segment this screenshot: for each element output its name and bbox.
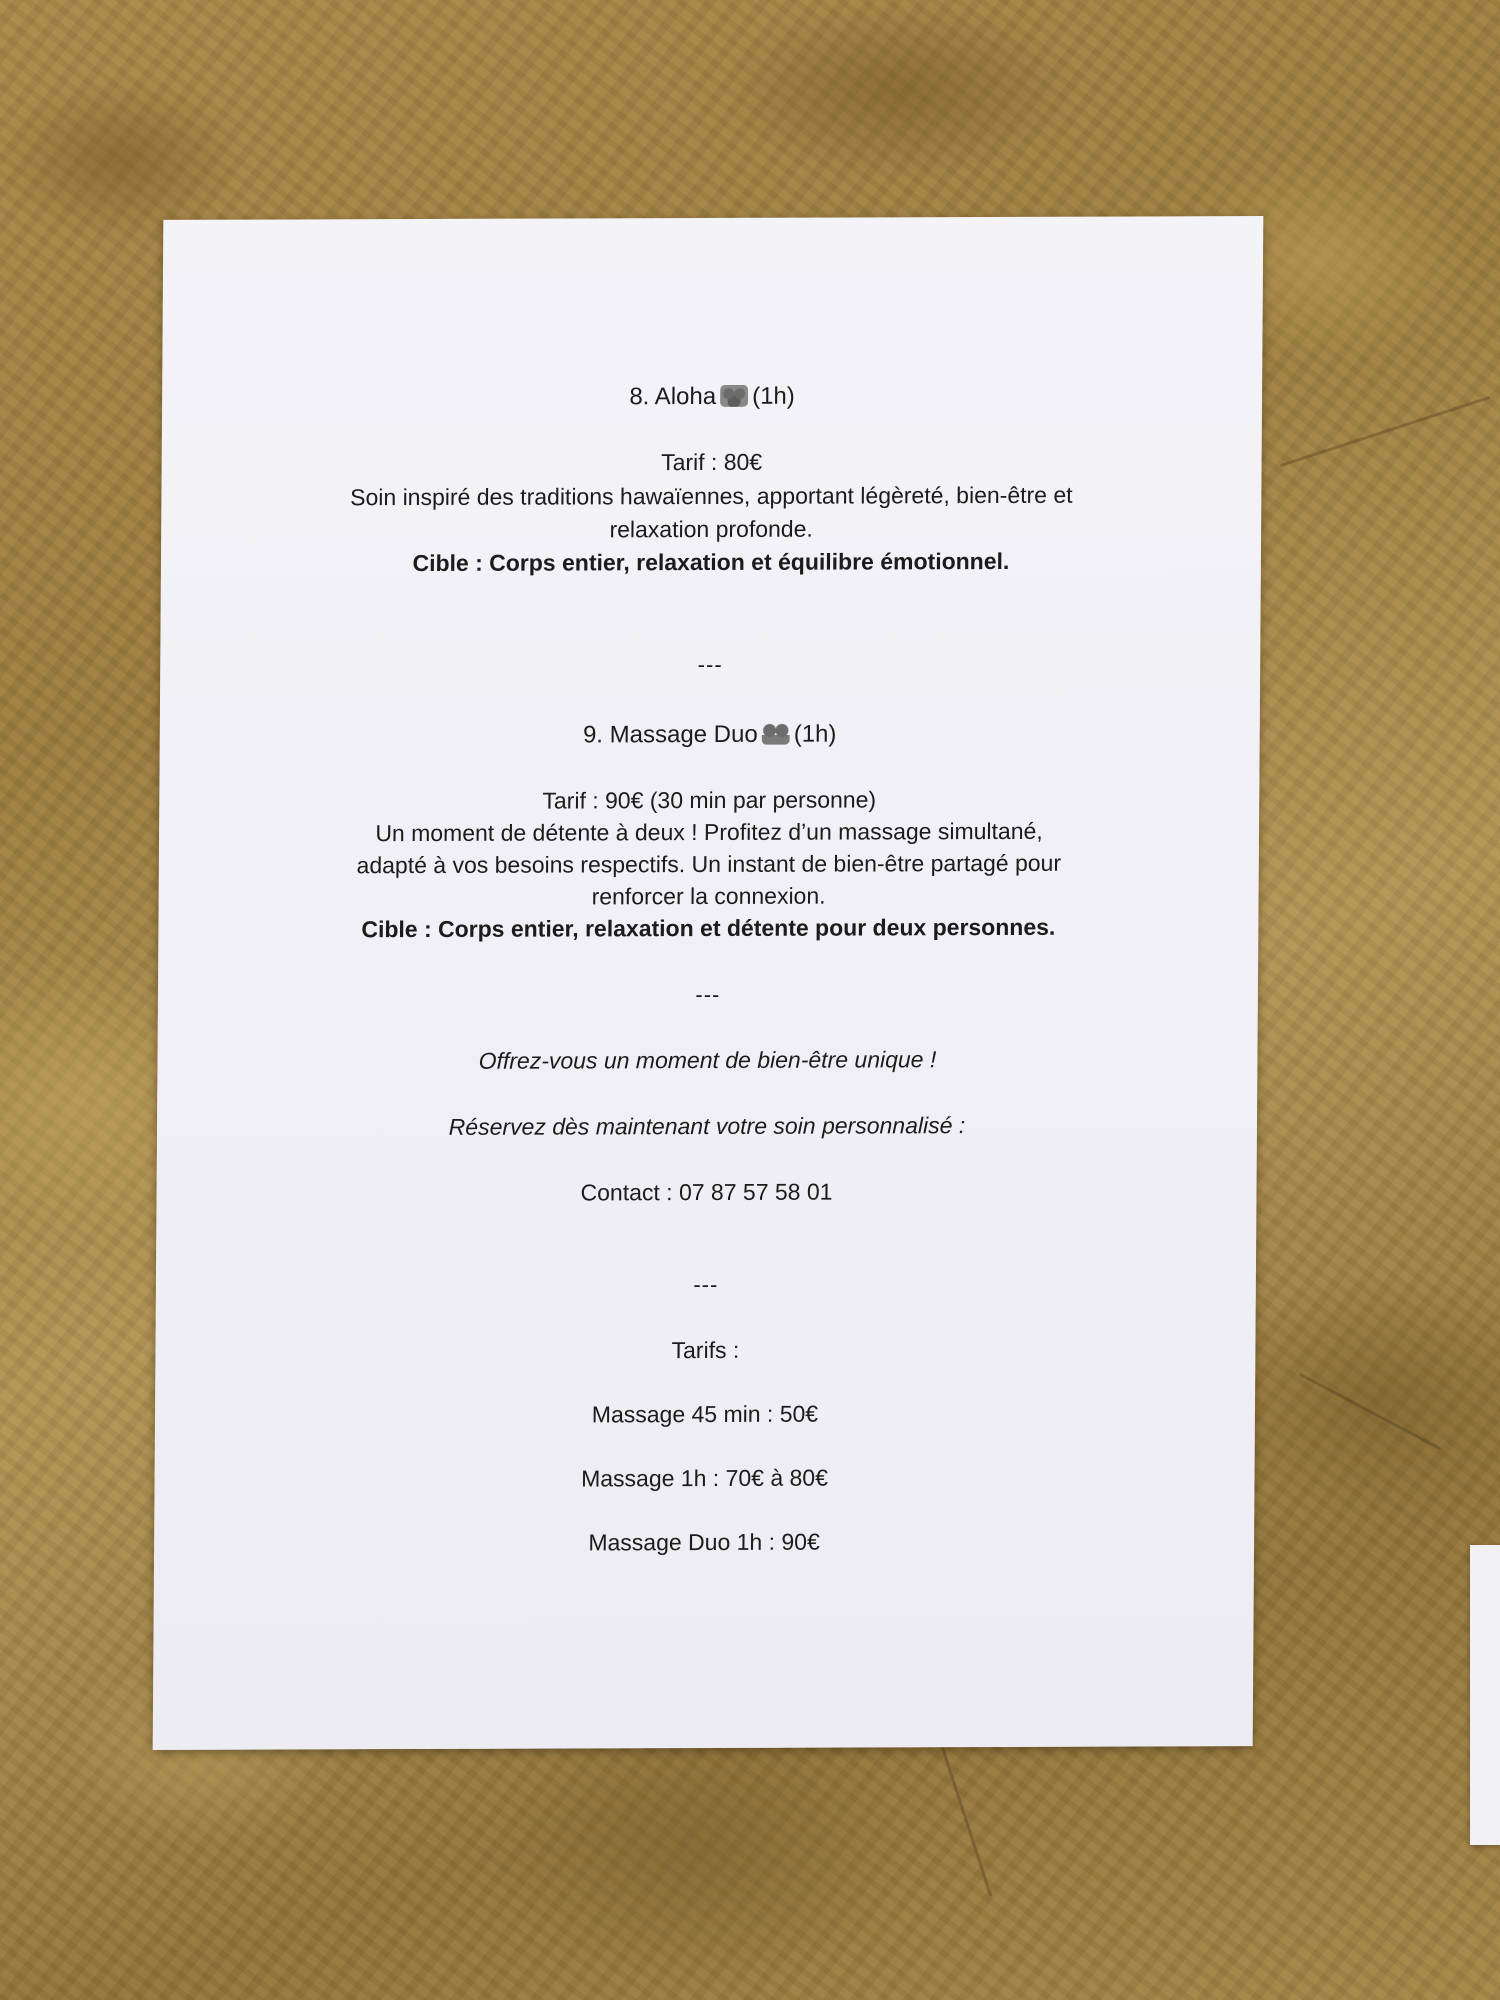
service-9-cible: Cible : Corps entier, relaxation et détente pour deux personnes. [361,913,1056,943]
service-8-description-line-1: Soin inspiré des traditions hawaïennes, apportant légèreté, bien-être et [350,481,1073,511]
separator: --- [695,981,721,1008]
separator: --- [697,651,723,678]
wall-crack [1299,1373,1442,1451]
separator: --- [693,1271,719,1298]
adjacent-paper-edge [1470,1545,1500,1845]
offer-tagline: Offrez-vous un moment de bien-être unique ! [478,1046,937,1074]
tarifs-heading: Tarifs : [671,1336,740,1364]
service-8-tarif: Tarif : 80€ [661,448,763,476]
wall-crack [1280,396,1490,467]
service-9-description-line-3: renforcer la connexion. [591,882,826,910]
reserve-line: Réservez dès maintenant votre soin personnalisé : [448,1112,966,1140]
flyer-sheet [153,216,1264,1750]
contact-line: Contact : 07 87 57 58 01 [580,1178,833,1206]
service-8-name: 8. Aloha [629,382,717,411]
service-9-duration: (1h) [793,720,837,748]
tarif-item: Massage 1h : 70€ à 80€ [581,1464,829,1492]
service-9-name: 9. Massage Duo [582,720,758,749]
couple-icon [762,723,790,745]
service-9-title [160,716,1260,753]
service-9-tarif: Tarif : 90€ (30 min par personne) [542,786,877,814]
service-8-description-line-2: relaxation profonde. [609,515,813,543]
service-9-description-line-2: adapté à vos besoins respectifs. Un instant de bien-être partagé pour [356,849,1062,879]
service-8-duration: (1h) [752,382,795,410]
service-8-title [162,378,1262,415]
tarif-item: Massage Duo 1h : 90€ [588,1528,820,1556]
service-9-description-line-1: Un moment de détente à deux ! Profitez d’un massage simultané, [375,817,1043,847]
service-8-cible: Cible : Corps entier, relaxation et équilibre émotionnel. [412,547,1010,577]
tarif-item: Massage 45 min : 50€ [591,1400,819,1428]
hibiscus-flower-icon [720,385,748,407]
